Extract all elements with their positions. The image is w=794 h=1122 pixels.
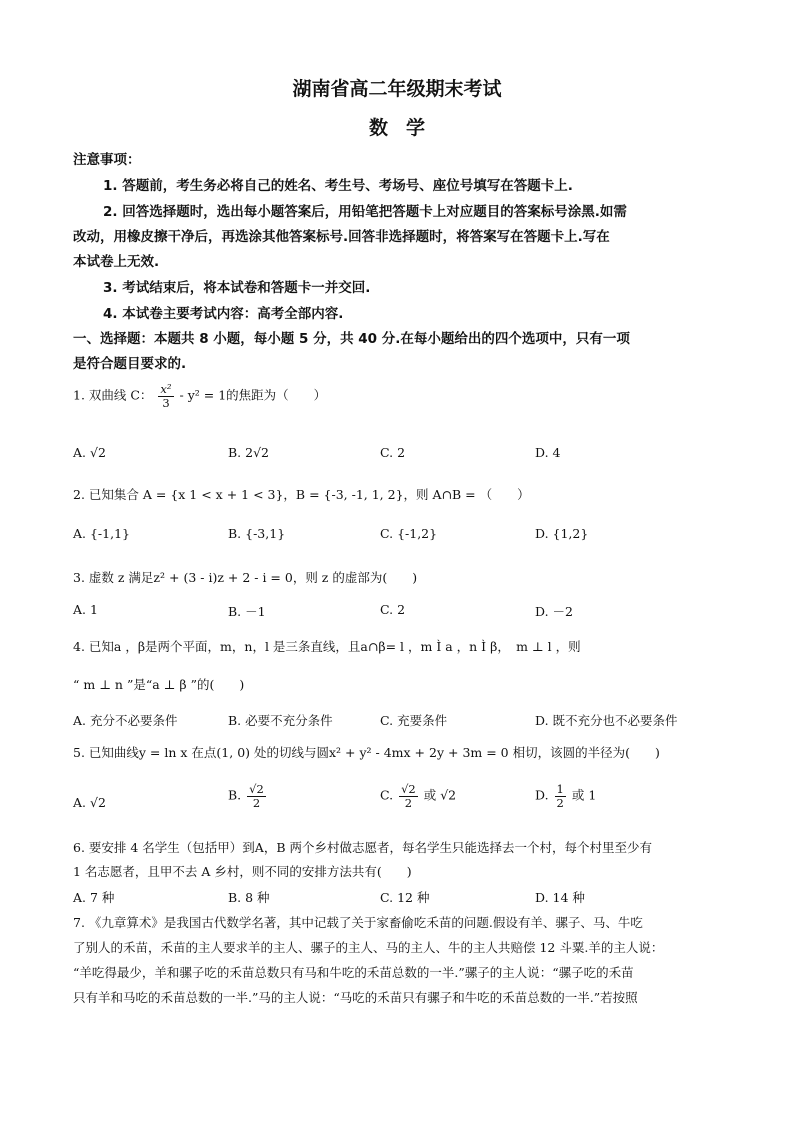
question-5-option-d-fraction (555, 783, 566, 809)
question-6-option-a: A. 7 种 (73, 890, 115, 905)
question-2-stem: 2. 已知集合 A = {x 1 < x + 1 < 3}，B = {-3, -1, 1, 2}，则 A∩B = （ ） (73, 487, 530, 502)
question-5-option-d-label: D. (535, 787, 549, 803)
question-7-line-3: “羊吃得最少，羊和骡子吃的禾苗总数只有马和牛吃的禾苗总数的一半.”骡子的主人说：“骡子吃的禾苗 (73, 965, 634, 980)
question-6-option-b: B. 8 种 (228, 890, 270, 905)
question-5-option-b-fraction (247, 783, 266, 809)
question-5-option-c-label: C. (380, 787, 394, 803)
question-2-option-c: C. {-1,2} (380, 526, 438, 541)
question-3-option-d: D. －2 (535, 604, 573, 619)
question-5-stem: 5. 已知曲线y = ln x 在点(1, 0) 处的切线与圆x² + y² - 4mx + 2y + 3m = 0 相切，该圆的半径为( ) (73, 745, 660, 760)
question-5-option-b (228, 783, 268, 809)
question-5-option-d-numerator: 1 (556, 782, 564, 796)
question-7-line-1: 7. 《九章算术》是我国古代数学名著，其中记载了关于家畜偷吃禾苗的问题.假设有羊、骡子、马、牛吃 (73, 915, 643, 930)
question-5-option-c-suffix: 或 √2 (423, 787, 457, 803)
question-5-option-d-suffix: 或 1 (571, 787, 597, 803)
section-1-heading-line-1: 一、选择题：本题共 8 小题，每小题 5 分，共 40 分.在每小题给出的四个选项中，只有一项 (73, 331, 630, 347)
question-6-stem-line-1: 6. 要安排 4 名学生（包括甲）到A，B 两个乡村做志愿者，每名学生只能选择去一个村，每个村里至少有 (73, 840, 652, 855)
question-5-option-b-denominator: 2 (252, 795, 261, 810)
question-6-option-c: C. 12 种 (380, 890, 430, 905)
question-1-stem (73, 383, 326, 409)
question-5-option-b-label: B. (228, 787, 242, 803)
question-1-fraction (158, 383, 173, 409)
question-3-option-a: A. 1 (73, 602, 98, 617)
question-1-prefix: 1. 双曲线 C： (73, 387, 153, 403)
question-3-option-b: B. －1 (228, 604, 266, 619)
notice-item-1: 1. 答题前，考生务必将自己的姓名、考生号、考场号、座位号填写在答题卡上. (103, 178, 573, 194)
question-2-option-b: B. {-3,1} (228, 526, 286, 541)
question-1-suffix: - y² = 1的焦距为（ ） (179, 387, 327, 403)
question-3-stem: 3. 虚数 z 满足z² + (3 - i)z + 2 - i = 0，则 z 的虚部为( ) (73, 570, 418, 585)
question-1-option-d: D. 4 (535, 445, 561, 460)
question-5-option-c (380, 783, 456, 809)
question-6-option-d: D. 14 种 (535, 890, 585, 905)
section-1-heading-line-2: 是符合题目要求的. (73, 356, 187, 372)
notice-item-2-line-3: 本试卷上无效. (73, 254, 160, 270)
notice-item-3: 3. 考试结束后，将本试卷和答题卡一并交回. (103, 280, 371, 296)
question-5-option-c-denominator: 2 (404, 795, 413, 810)
question-4-stem-line-1: 4. 已知a ，β是两个平面，m，n，l 是三条直线，且a∩β= l ，m Ì a ，n Ì β， m ⊥ l ，则 (73, 639, 581, 654)
question-1-fraction-numerator: x² (160, 382, 172, 396)
question-5-option-a: A. √2 (73, 795, 106, 810)
question-7-line-4: 只有羊和马吃的禾苗总数的一半.”马的主人说：“马吃的禾苗只有骡子和牛吃的禾苗总数的一半.”若按照 (73, 990, 638, 1005)
exam-title: 湖南省高二年级期末考试 (292, 78, 502, 100)
question-1-option-a: A. √2 (73, 445, 106, 460)
notice-item-2-line-2: 改动，用橡皮擦干净后，再选涂其他答案标号.回答非选择题时，将答案写在答题卡上.写在 (73, 229, 610, 245)
question-5-option-c-fraction (399, 783, 418, 809)
question-2-option-a: A. {-1,1} (73, 526, 130, 541)
question-7-line-2: 了别人的禾苗，禾苗的主人要求羊的主人、骡子的主人、马的主人、牛的主人共赔偿 12 斗粟.羊的主人说： (73, 940, 664, 955)
notice-heading: 注意事项： (73, 152, 141, 168)
question-4-option-d: D. 既不充分也不必要条件 (535, 713, 678, 728)
question-1-fraction-denominator: 3 (162, 395, 170, 410)
question-5-option-c-numerator: √2 (401, 782, 416, 796)
question-1-option-b: B. 2√2 (228, 445, 270, 460)
question-5-option-d-denominator: 2 (556, 795, 564, 810)
question-4-option-a: A. 充分不必要条件 (73, 713, 178, 728)
question-5-option-b-numerator: √2 (249, 782, 264, 796)
question-5-option-d (535, 783, 596, 809)
question-2-option-d: D. {1,2} (535, 526, 589, 541)
question-1-option-c: C. 2 (380, 445, 406, 460)
exam-subject: 数学 (368, 117, 443, 139)
question-6-stem-line-2: 1 名志愿者，且甲不去 A 乡村，则不同的安排方法共有( ) (73, 864, 412, 879)
notice-item-4: 4. 本试卷主要考试内容：高考全部内容. (103, 306, 344, 322)
question-4-option-b: B. 必要不充分条件 (228, 713, 333, 728)
notice-item-2-line-1: 2. 回答选择题时，选出每小题答案后，用铅笔把答题卡上对应题目的答案标号涂黑.如需 (103, 204, 627, 220)
question-3-option-c: C. 2 (380, 602, 406, 617)
question-4-option-c: C. 充要条件 (380, 713, 448, 728)
question-4-stem-line-2: “ m ⊥ n ”是“a ⊥ β ”的( ) (73, 677, 245, 692)
